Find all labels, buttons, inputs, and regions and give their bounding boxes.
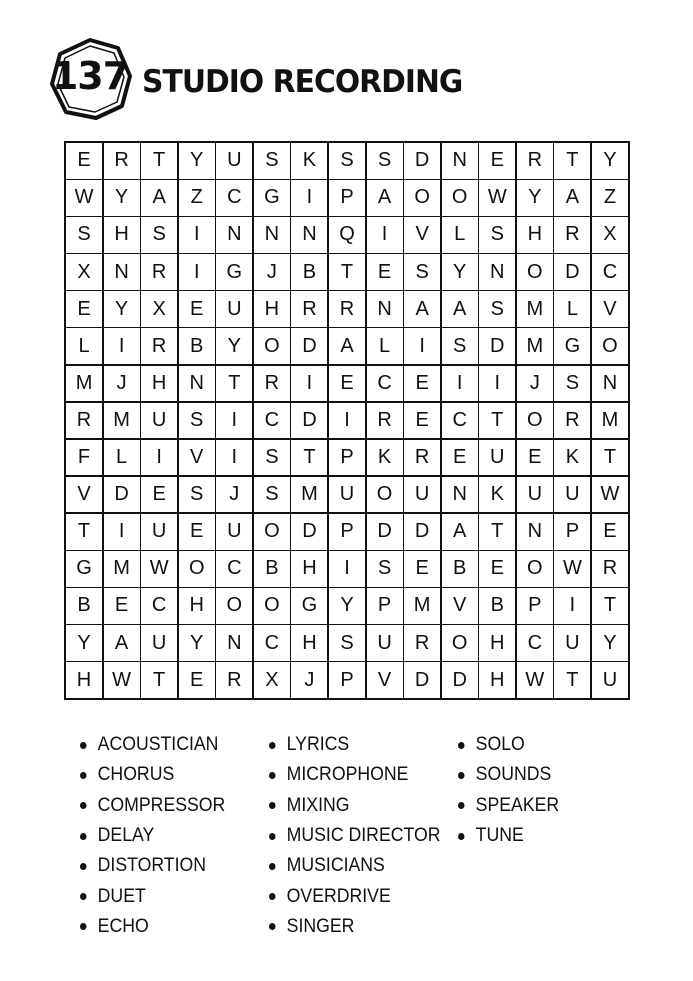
word-label: SOUNDS — [475, 764, 552, 786]
grid-cell[interactable]: U — [216, 143, 252, 179]
grid-cell[interactable]: T — [141, 662, 177, 698]
grid-cell[interactable]: N — [254, 217, 290, 253]
grid-cell[interactable]: N — [592, 366, 628, 402]
word-list-item — [80, 791, 225, 821]
word-list-item — [458, 760, 559, 790]
grid-cell[interactable]: O — [216, 588, 252, 624]
grid-cell[interactable]: S — [254, 477, 290, 513]
puzzle-title: STUDIO RECORDING — [142, 64, 463, 100]
bullet-dot-icon — [269, 923, 276, 930]
grid-cell[interactable]: R — [254, 366, 290, 402]
grid-cell[interactable]: A — [104, 625, 140, 661]
grid-cell[interactable]: Y — [216, 328, 252, 364]
grid-cell[interactable]: E — [179, 662, 215, 698]
word-list-item — [80, 851, 225, 881]
grid-cell[interactable]: L — [554, 291, 590, 327]
grid-cell[interactable]: S — [141, 217, 177, 253]
grid-cell[interactable]: F — [66, 440, 102, 476]
grid-cell[interactable]: H — [479, 625, 515, 661]
grid-cell[interactable]: C — [517, 625, 553, 661]
word-list-item — [80, 912, 225, 942]
grid-cell[interactable]: V — [442, 588, 478, 624]
word-list-item — [80, 821, 225, 851]
grid-cell[interactable]: H — [66, 662, 102, 698]
grid-cell[interactable]: T — [554, 143, 590, 179]
grid-cell[interactable]: D — [404, 514, 440, 550]
grid-cell[interactable]: X — [66, 254, 102, 290]
bullet-dot-icon — [458, 772, 465, 779]
grid-cell[interactable]: N — [479, 254, 515, 290]
word-list-column-2 — [269, 730, 453, 942]
grid-cell[interactable]: O — [254, 514, 290, 550]
grid-cell[interactable]: E — [367, 254, 403, 290]
bullet-dot-icon — [269, 802, 276, 809]
grid-cell[interactable]: C — [442, 403, 478, 439]
grid-cell[interactable]: R — [66, 403, 102, 439]
grid-cell[interactable]: J — [216, 477, 252, 513]
grid-cell[interactable]: R — [404, 440, 440, 476]
grid-cell[interactable]: I — [104, 328, 140, 364]
grid-cell[interactable]: E — [592, 514, 628, 550]
puzzle-number: 137 — [51, 54, 129, 98]
grid-cell[interactable]: S — [479, 291, 515, 327]
word-list-item — [458, 821, 559, 851]
word-list-item — [458, 791, 559, 821]
grid-cell[interactable]: P — [329, 180, 365, 216]
word-list-column-3 — [458, 730, 567, 851]
grid-cell[interactable]: D — [442, 662, 478, 698]
grid-cell[interactable]: N — [216, 217, 252, 253]
grid-cell[interactable]: K — [367, 440, 403, 476]
word-label: DISTORTION — [97, 855, 207, 877]
grid-cell[interactable]: A — [404, 291, 440, 327]
grid-cell[interactable]: W — [554, 551, 590, 587]
word-label: DELAY — [97, 825, 155, 847]
grid-cell[interactable]: E — [404, 366, 440, 402]
grid-cell[interactable]: V — [404, 217, 440, 253]
bullet-dot-icon — [269, 742, 276, 749]
grid-cell[interactable]: R — [291, 291, 327, 327]
grid-cell[interactable]: D — [404, 662, 440, 698]
grid-cell[interactable]: H — [291, 551, 327, 587]
bullet-dot-icon — [80, 772, 87, 779]
grid-cell[interactable]: O — [367, 477, 403, 513]
grid-cell[interactable]: G — [291, 588, 327, 624]
grid-cell[interactable]: V — [66, 477, 102, 513]
grid-cell[interactable]: T — [329, 254, 365, 290]
grid-cell[interactable]: I — [367, 217, 403, 253]
grid-cell[interactable]: P — [554, 514, 590, 550]
word-list-item — [80, 881, 225, 911]
word-label: MUSIC DIRECTOR — [286, 825, 441, 847]
grid-cell[interactable]: I — [329, 403, 365, 439]
grid-cell[interactable]: S — [329, 625, 365, 661]
grid-cell[interactable]: Y — [517, 180, 553, 216]
grid-cell[interactable]: S — [404, 254, 440, 290]
word-list-item — [80, 730, 225, 760]
grid-cell[interactable]: S — [179, 403, 215, 439]
grid-cell[interactable]: M — [404, 588, 440, 624]
grid-cell[interactable]: I — [291, 180, 327, 216]
grid-cell[interactable]: H — [141, 366, 177, 402]
grid-cell[interactable]: H — [517, 217, 553, 253]
grid-cell[interactable]: Q — [329, 217, 365, 253]
grid-cell[interactable]: B — [179, 328, 215, 364]
grid-cell[interactable]: R — [554, 217, 590, 253]
grid-cell[interactable]: P — [517, 588, 553, 624]
grid-cell[interactable]: H — [291, 625, 327, 661]
word-list-item — [269, 912, 440, 942]
puzzle-number-badge — [48, 36, 132, 120]
grid-cell[interactable]: A — [554, 180, 590, 216]
word-label: LYRICS — [286, 734, 350, 756]
grid-cell[interactable]: R — [554, 403, 590, 439]
grid-cell[interactable]: M — [66, 366, 102, 402]
grid-cell[interactable]: E — [141, 477, 177, 513]
grid-cell[interactable]: Y — [104, 180, 140, 216]
grid-cell[interactable]: M — [517, 328, 553, 364]
grid-cell[interactable]: N — [442, 143, 478, 179]
grid-cell[interactable]: W — [141, 551, 177, 587]
grid-cell[interactable]: U — [141, 403, 177, 439]
word-list-item — [269, 821, 440, 851]
grid-cell[interactable]: W — [104, 662, 140, 698]
grid-cell[interactable]: R — [141, 254, 177, 290]
grid-cell[interactable]: T — [66, 514, 102, 550]
word-label: DUET — [97, 885, 146, 907]
grid-cell[interactable]: X — [254, 662, 290, 698]
grid-cell[interactable]: O — [517, 551, 553, 587]
grid-cell[interactable]: I — [179, 254, 215, 290]
bullet-dot-icon — [269, 833, 276, 840]
grid-cell[interactable]: U — [592, 662, 628, 698]
grid-cell[interactable]: C — [254, 625, 290, 661]
grid-cell[interactable]: V — [367, 662, 403, 698]
grid-cell[interactable]: M — [104, 551, 140, 587]
grid-cell[interactable]: E — [517, 440, 553, 476]
grid-cell[interactable]: Y — [104, 291, 140, 327]
grid-cell[interactable]: O — [254, 328, 290, 364]
grid-cell[interactable]: X — [141, 291, 177, 327]
grid-cell[interactable]: E — [479, 551, 515, 587]
word-search-grid — [64, 141, 630, 700]
grid-cell[interactable]: J — [517, 366, 553, 402]
grid-cell[interactable]: R — [104, 143, 140, 179]
grid-cell[interactable]: S — [254, 143, 290, 179]
grid-cell[interactable]: W — [479, 180, 515, 216]
grid-cell[interactable]: R — [404, 625, 440, 661]
grid-cell[interactable]: B — [254, 551, 290, 587]
bullet-dot-icon — [458, 802, 465, 809]
grid-cell[interactable]: P — [329, 514, 365, 550]
grid-cell[interactable]: V — [592, 291, 628, 327]
grid-cell[interactable]: U — [216, 514, 252, 550]
grid-cell[interactable]: I — [291, 366, 327, 402]
grid-cell[interactable]: T — [479, 403, 515, 439]
bullet-dot-icon — [269, 863, 276, 870]
word-label: SPEAKER — [475, 794, 560, 816]
grid-cell[interactable]: T — [216, 366, 252, 402]
grid-cell[interactable]: I — [404, 328, 440, 364]
word-list-column-1 — [80, 730, 236, 942]
word-label: ACOUSTICIAN — [97, 734, 219, 756]
grid-cell[interactable]: O — [517, 403, 553, 439]
grid-cell[interactable]: S — [367, 551, 403, 587]
word-label: TUNE — [475, 825, 524, 847]
grid-cell[interactable]: G — [66, 551, 102, 587]
word-label: MUSICIANS — [286, 855, 385, 877]
bullet-dot-icon — [80, 742, 87, 749]
grid-cell[interactable]: E — [66, 143, 102, 179]
grid-cell[interactable]: B — [442, 551, 478, 587]
grid-cell[interactable]: E — [179, 291, 215, 327]
grid-cell[interactable]: N — [367, 291, 403, 327]
grid-cell[interactable]: X — [592, 217, 628, 253]
grid-cell[interactable]: H — [479, 662, 515, 698]
grid-cell[interactable]: U — [554, 477, 590, 513]
grid-cell[interactable]: N — [179, 366, 215, 402]
grid-cell[interactable]: H — [179, 588, 215, 624]
word-label: SOLO — [475, 734, 525, 756]
bullet-dot-icon — [80, 833, 87, 840]
grid-cell[interactable]: D — [291, 514, 327, 550]
word-label: OVERDRIVE — [286, 885, 391, 907]
grid-cell[interactable]: T — [554, 662, 590, 698]
grid-cell[interactable]: N — [291, 217, 327, 253]
bullet-dot-icon — [458, 742, 465, 749]
grid-cell[interactable]: E — [404, 551, 440, 587]
grid-cell[interactable]: C — [367, 366, 403, 402]
grid-cell[interactable]: W — [66, 180, 102, 216]
word-label: COMPRESSOR — [97, 794, 226, 816]
word-label: SINGER — [286, 915, 355, 937]
grid-cell[interactable]: O — [517, 254, 553, 290]
grid-cell[interactable]: D — [479, 328, 515, 364]
grid-cell[interactable]: O — [442, 625, 478, 661]
grid-cell[interactable]: C — [592, 254, 628, 290]
word-label: ECHO — [97, 915, 149, 937]
grid-cell[interactable]: U — [141, 625, 177, 661]
word-list-item — [269, 730, 440, 760]
grid-cell[interactable]: R — [367, 403, 403, 439]
grid-cell[interactable]: N — [104, 254, 140, 290]
grid-cell[interactable]: U — [554, 625, 590, 661]
grid-cell[interactable]: C — [254, 403, 290, 439]
grid-cell[interactable]: K — [479, 477, 515, 513]
grid-cell[interactable]: R — [329, 291, 365, 327]
grid-cell[interactable]: A — [442, 291, 478, 327]
grid-cell[interactable]: C — [216, 180, 252, 216]
grid-cell[interactable]: I — [329, 551, 365, 587]
grid-cell[interactable]: I — [479, 366, 515, 402]
grid-cell[interactable]: T — [479, 514, 515, 550]
grid-cell[interactable]: O — [592, 328, 628, 364]
grid-cell[interactable]: R — [517, 143, 553, 179]
grid-cell[interactable]: L — [66, 328, 102, 364]
grid-cell[interactable]: H — [254, 291, 290, 327]
grid-cell[interactable]: C — [141, 588, 177, 624]
grid-cell[interactable]: D — [291, 328, 327, 364]
grid-cell[interactable]: Y — [592, 625, 628, 661]
grid-cell[interactable]: A — [329, 328, 365, 364]
bullet-dot-icon — [269, 772, 276, 779]
grid-cell[interactable]: A — [141, 180, 177, 216]
grid-cell[interactable]: T — [141, 143, 177, 179]
grid-cell[interactable]: J — [254, 254, 290, 290]
grid-cell[interactable]: M — [592, 403, 628, 439]
grid-cell[interactable]: H — [104, 217, 140, 253]
grid-cell[interactable]: U — [141, 514, 177, 550]
grid-cell[interactable]: R — [592, 551, 628, 587]
grid-cell[interactable]: O — [179, 551, 215, 587]
grid-cell[interactable]: Y — [179, 143, 215, 179]
grid-cell[interactable]: J — [291, 662, 327, 698]
grid-cell[interactable]: J — [104, 366, 140, 402]
grid-cell[interactable]: W — [517, 662, 553, 698]
grid-cell[interactable]: M — [291, 477, 327, 513]
grid-cell[interactable]: E — [329, 366, 365, 402]
grid-cell[interactable]: G — [216, 254, 252, 290]
word-label: CHORUS — [97, 764, 175, 786]
word-list-item — [269, 851, 440, 881]
word-list-item — [269, 760, 440, 790]
grid-cell[interactable]: U — [479, 440, 515, 476]
word-list-item — [269, 791, 440, 821]
grid-cell[interactable]: L — [442, 217, 478, 253]
grid-cell[interactable]: P — [367, 588, 403, 624]
grid-cell[interactable]: D — [291, 403, 327, 439]
word-label: MIXING — [286, 794, 350, 816]
grid-cell[interactable]: Y — [66, 625, 102, 661]
grid-cell[interactable]: S — [179, 477, 215, 513]
grid-cell[interactable]: T — [592, 440, 628, 476]
grid-cell[interactable]: M — [104, 403, 140, 439]
grid-cell[interactable]: U — [216, 291, 252, 327]
grid-cell[interactable]: R — [216, 662, 252, 698]
grid-cell[interactable]: N — [216, 625, 252, 661]
grid-cell[interactable]: Y — [179, 625, 215, 661]
grid-cell[interactable]: B — [479, 588, 515, 624]
grid-cell[interactable]: S — [442, 328, 478, 364]
grid-cell[interactable]: I — [179, 217, 215, 253]
grid-cell[interactable]: S — [367, 143, 403, 179]
bullet-dot-icon — [80, 923, 87, 930]
grid-cell[interactable]: E — [179, 514, 215, 550]
grid-cell[interactable]: S — [66, 217, 102, 253]
grid-cell[interactable]: R — [141, 328, 177, 364]
grid-cell[interactable]: D — [554, 254, 590, 290]
grid-cell[interactable]: I — [104, 514, 140, 550]
bullet-dot-icon — [80, 802, 87, 809]
grid-cell[interactable]: Z — [179, 180, 215, 216]
grid-cell[interactable]: A — [442, 514, 478, 550]
grid-cell[interactable]: S — [479, 217, 515, 253]
grid-cell[interactable]: I — [141, 440, 177, 476]
grid-cell[interactable]: O — [404, 180, 440, 216]
grid-cell[interactable]: D — [367, 514, 403, 550]
grid-cell[interactable]: E — [66, 291, 102, 327]
grid-cell[interactable]: V — [179, 440, 215, 476]
grid-cell[interactable]: E — [404, 403, 440, 439]
grid-cell[interactable]: N — [442, 477, 478, 513]
grid-cell[interactable]: G — [254, 180, 290, 216]
grid-cell[interactable]: I — [216, 403, 252, 439]
grid-cell[interactable]: S — [554, 366, 590, 402]
grid-cell[interactable]: S — [254, 440, 290, 476]
grid-cell[interactable]: U — [404, 477, 440, 513]
grid-cell[interactable]: K — [291, 143, 327, 179]
bullet-dot-icon — [80, 863, 87, 870]
word-list-item — [269, 881, 440, 911]
grid-cell[interactable]: L — [367, 328, 403, 364]
grid-cell[interactable]: B — [66, 588, 102, 624]
grid-cell[interactable]: N — [517, 514, 553, 550]
word-list-item — [80, 760, 225, 790]
grid-cell[interactable]: Z — [592, 180, 628, 216]
grid-cell[interactable]: E — [104, 588, 140, 624]
grid-cell[interactable]: D — [104, 477, 140, 513]
grid-cell[interactable]: L — [104, 440, 140, 476]
grid-cell[interactable]: T — [291, 440, 327, 476]
bullet-dot-icon — [458, 833, 465, 840]
grid-cell[interactable]: Y — [592, 143, 628, 179]
grid-cell[interactable]: K — [554, 440, 590, 476]
grid-cell[interactable]: M — [517, 291, 553, 327]
grid-cell[interactable]: C — [216, 551, 252, 587]
grid-cell[interactable]: U — [517, 477, 553, 513]
grid-cell[interactable]: A — [367, 180, 403, 216]
grid-cell[interactable]: U — [329, 477, 365, 513]
grid-cell[interactable]: I — [216, 440, 252, 476]
grid-cell[interactable]: S — [329, 143, 365, 179]
grid-cell[interactable]: W — [592, 477, 628, 513]
grid-cell[interactable]: G — [554, 328, 590, 364]
grid-cell[interactable]: O — [442, 180, 478, 216]
grid-cell[interactable]: D — [404, 143, 440, 179]
bullet-dot-icon — [269, 893, 276, 900]
grid-cell[interactable]: U — [367, 625, 403, 661]
grid-cell[interactable]: B — [291, 254, 327, 290]
bullet-dot-icon — [80, 893, 87, 900]
grid-cell[interactable]: Y — [442, 254, 478, 290]
grid-cell[interactable]: P — [329, 440, 365, 476]
grid-cell[interactable]: E — [479, 143, 515, 179]
grid-cell[interactable]: Y — [329, 588, 365, 624]
word-list-item — [458, 730, 559, 760]
grid-cell[interactable]: E — [442, 440, 478, 476]
grid-cell[interactable]: I — [554, 588, 590, 624]
grid-cell[interactable]: O — [254, 588, 290, 624]
grid-cell[interactable]: P — [329, 662, 365, 698]
grid-cell[interactable]: I — [442, 366, 478, 402]
grid-cell[interactable]: T — [592, 588, 628, 624]
word-label: MICROPHONE — [286, 764, 409, 786]
